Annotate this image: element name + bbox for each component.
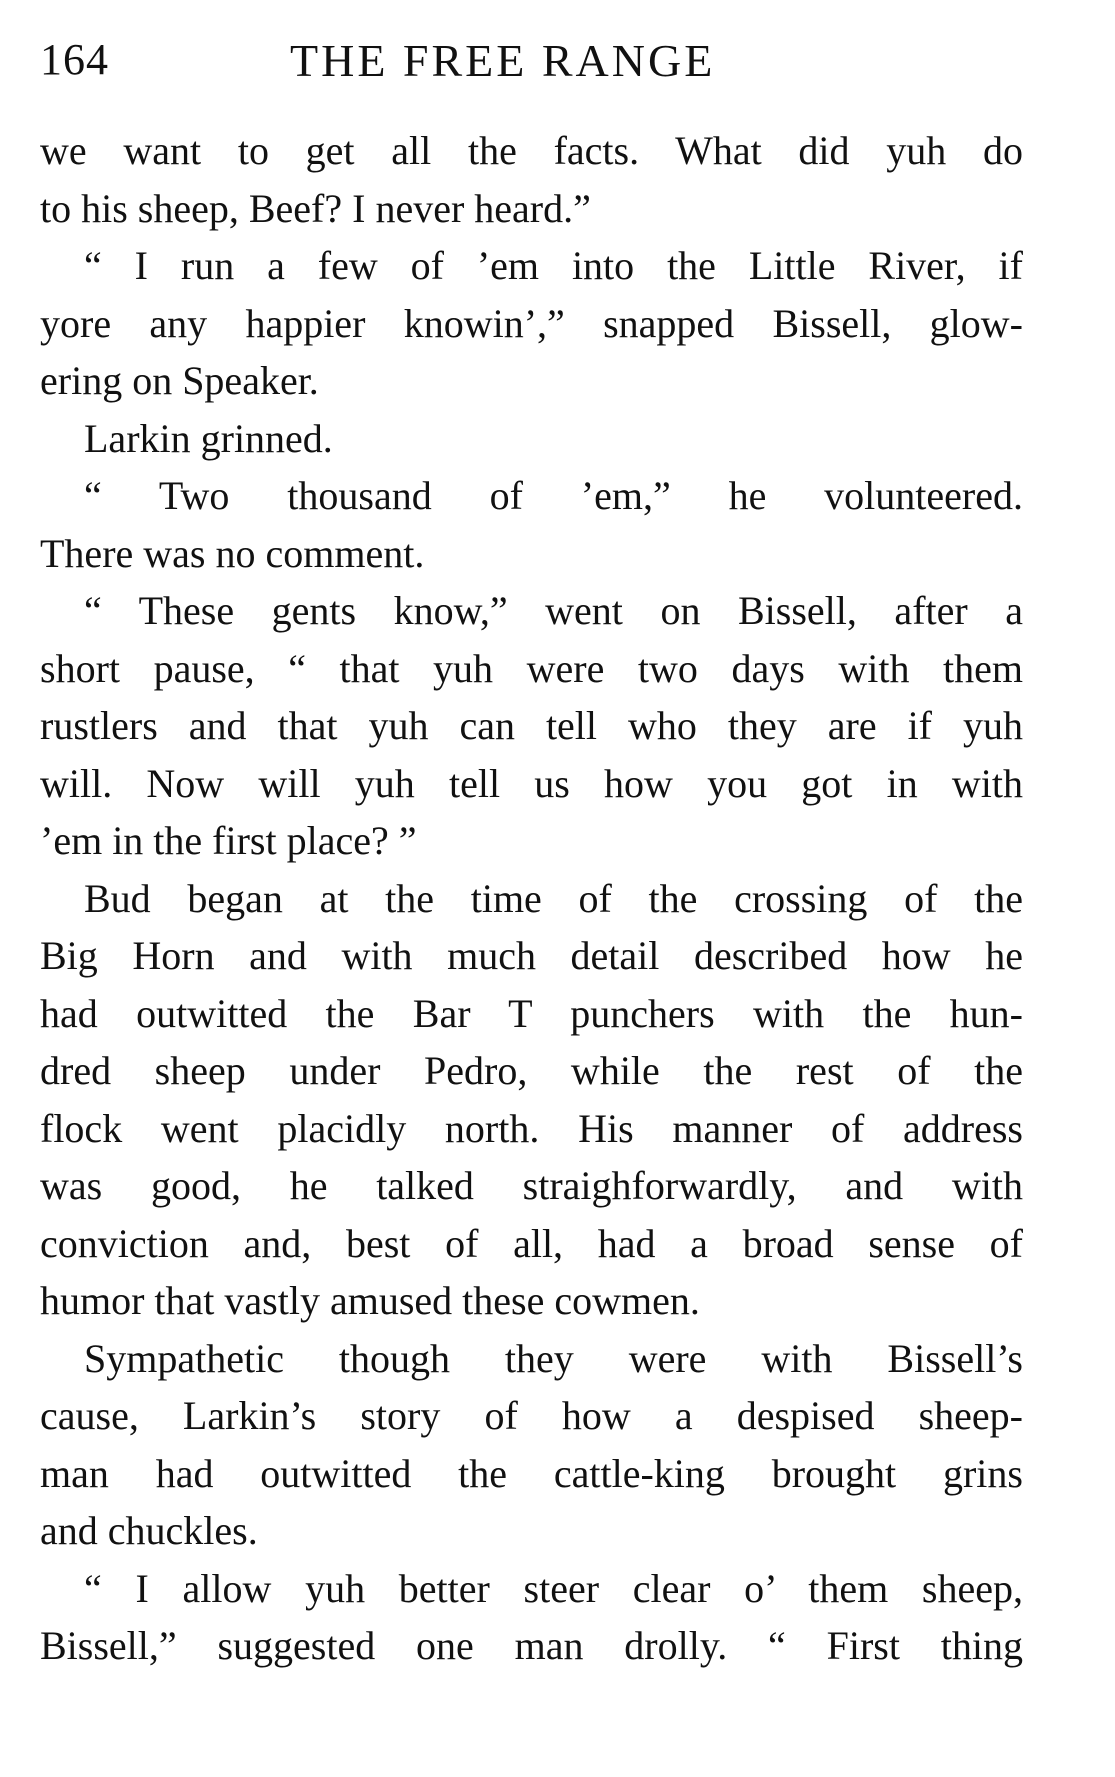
text-line: Big Horn and with much detail described how he	[40, 933, 1023, 978]
text-line: dred sheep under Pedro, while the rest of the	[40, 1048, 1023, 1093]
text-line: Bud began at the time of the crossing of the	[84, 875, 1023, 921]
text-line: There was no comment.	[40, 530, 425, 576]
text-line: ’em in the first place? ”	[40, 818, 417, 863]
text-line: man had outwitted the cattle-king brought grins	[40, 1450, 1023, 1496]
text-line: short pause, “ that yuh were two days with them	[40, 645, 1023, 691]
text-line: ering on Speaker.	[40, 358, 319, 403]
text-line: “ These gents know,” went on Bissell, after a	[84, 588, 1023, 633]
text-line: “ Two thousand of ’em,” he volunteered.	[84, 473, 1023, 518]
text-line: flock went placidly north. His manner of address	[40, 1105, 1023, 1151]
text-line: was good, he talked straighforwardly, and with	[40, 1163, 1023, 1208]
text-line: yore any happier knowin’,” snapped Bissell, glow-	[40, 300, 1023, 346]
text-line: “ I run a few of ’em into the Little River, if	[84, 243, 1023, 288]
text-line: had outwitted the Bar T punchers with the hun-	[40, 990, 1023, 1036]
body-text	[40, 122, 1023, 1675]
text-line: and chuckles.	[40, 1508, 258, 1553]
text-line: “ I allow yuh better steer clear o’ them sheep,	[84, 1565, 1023, 1611]
text-line: Sympathetic though they were with Bissell’s	[84, 1335, 1023, 1381]
text-line: will. Now will yuh tell us how you got in with	[40, 760, 1023, 806]
text-line: Larkin grinned.	[84, 415, 333, 461]
running-title: THE FREE RANGE	[290, 35, 716, 86]
text-line: rustlers and that yuh can tell who they are if yuh	[40, 703, 1023, 748]
text-line: humor that vastly amused these cowmen.	[40, 1278, 700, 1323]
page-header	[40, 34, 1020, 94]
text-line: to his sheep, Beef? I never heard.”	[40, 185, 591, 231]
page-number: 164	[40, 35, 109, 84]
text-line: conviction and, best of all, had a broad sense of	[40, 1220, 1023, 1266]
text-line: cause, Larkin’s story of how a despised sheep-	[40, 1393, 1023, 1438]
text-line: Bissell,” suggested one man drolly. “ First thing	[40, 1623, 1023, 1668]
text-line: we want to get all the facts. What did yuh do	[40, 128, 1023, 173]
